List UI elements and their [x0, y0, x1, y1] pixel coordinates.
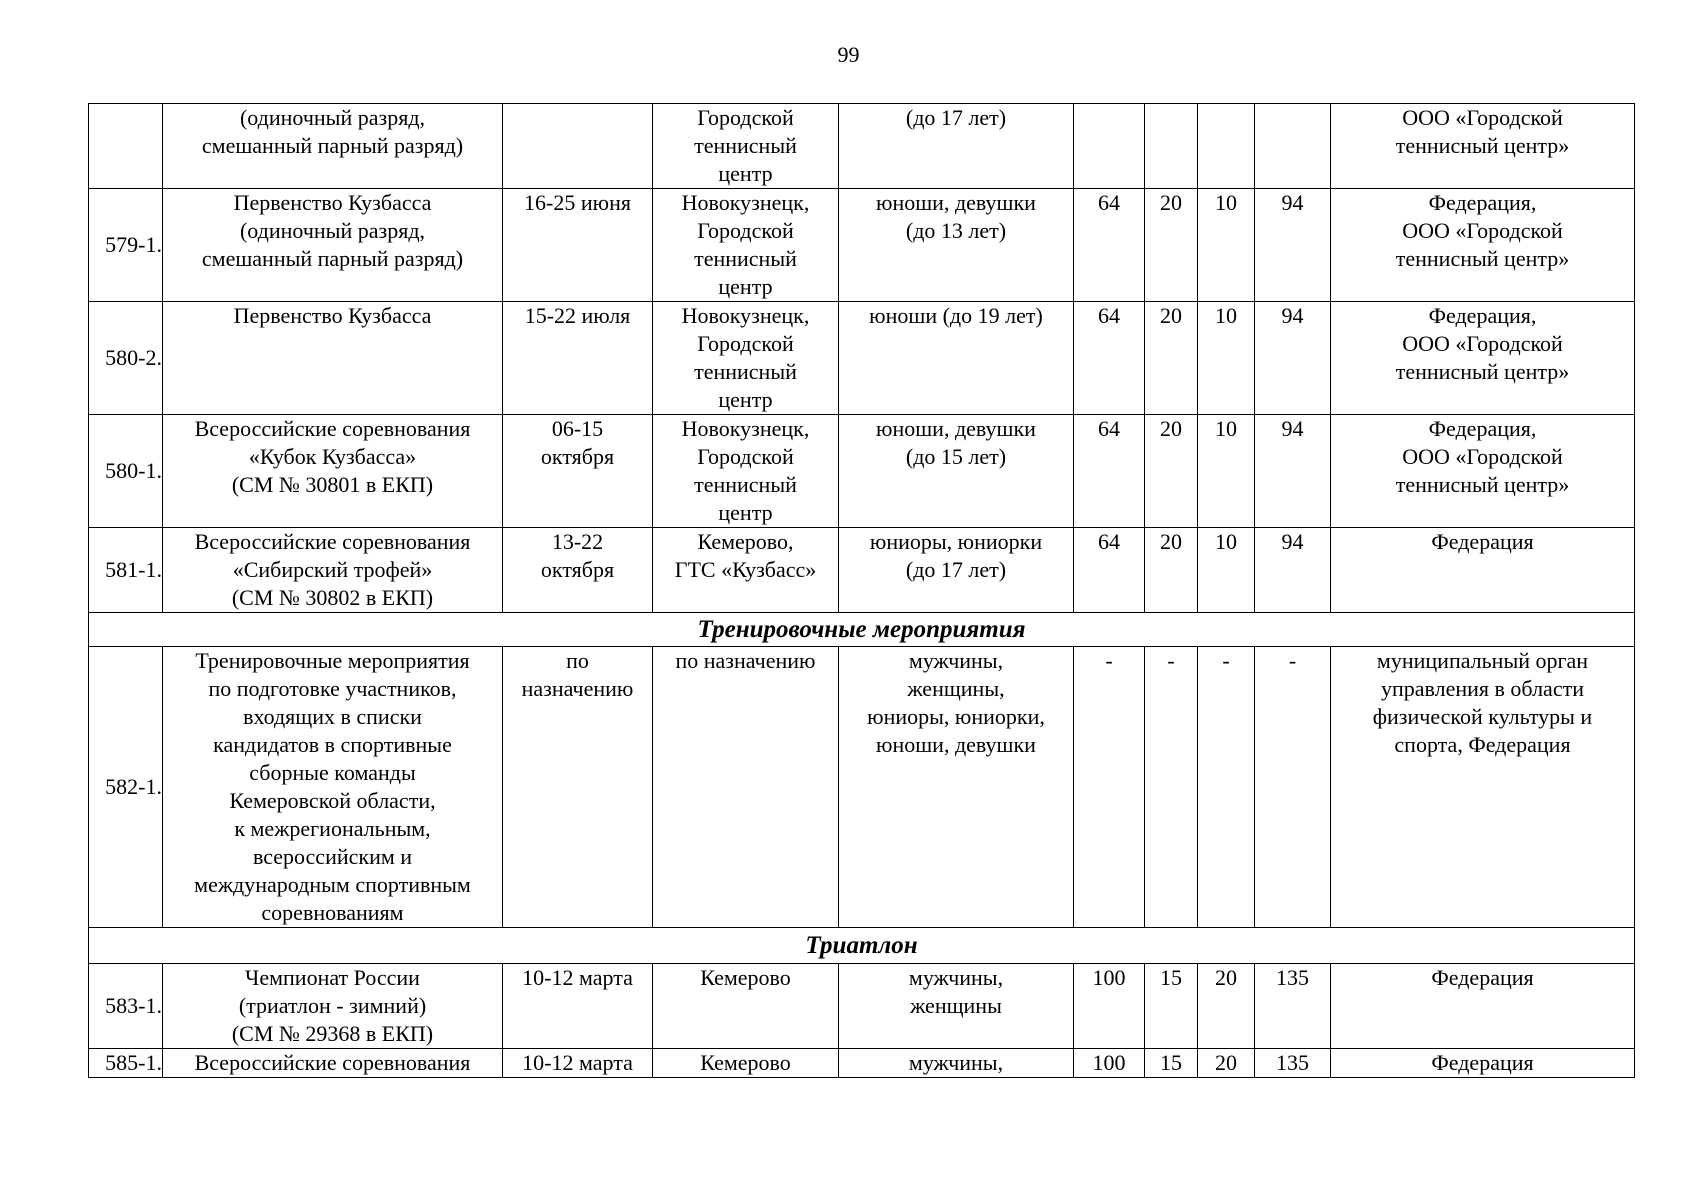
table-row: [89, 528, 1635, 613]
cell-participants: (до 17 лет): [839, 104, 1074, 189]
cell-participants: мужчины,: [839, 1049, 1074, 1078]
cell-count-2: 15: [1145, 1049, 1198, 1078]
cell-count-3: 10: [1198, 415, 1255, 528]
cell-count-2: 20: [1145, 415, 1198, 528]
cell-event-name: Первенство Кузбасса: [163, 302, 503, 415]
cell-count-total: -: [1255, 647, 1331, 928]
table-row: [89, 964, 1635, 1049]
cell-count-total: 94: [1255, 415, 1331, 528]
cell-count-3: 20: [1198, 1049, 1255, 1078]
events-table: [88, 103, 1635, 1078]
cell-dates: 06-15 октября: [503, 415, 653, 528]
cell-count-total: 94: [1255, 189, 1331, 302]
cell-event-name: Первенство Кузбасса (одиночный разряд, смешанный парный разряд): [163, 189, 503, 302]
cell-count-1: 100: [1074, 1049, 1145, 1078]
cell-count-1: 64: [1074, 302, 1145, 415]
cell-count-1: 64: [1074, 415, 1145, 528]
cell-count-total: 135: [1255, 964, 1331, 1049]
cell-organizer: Федерация: [1331, 964, 1635, 1049]
cell-organizer: Федерация, ООО «Городской теннисный центр»: [1331, 415, 1635, 528]
table-row: [89, 1049, 1635, 1078]
cell-count-1: [1074, 104, 1145, 189]
cell-count-2: -: [1145, 647, 1198, 928]
cell-venue: Кемерово: [653, 1049, 839, 1078]
cell-count-3: 10: [1198, 189, 1255, 302]
cell-count-1: 64: [1074, 528, 1145, 613]
cell-organizer: Федерация: [1331, 1049, 1635, 1078]
cell-venue: Кемерово: [653, 964, 839, 1049]
cell-event-name: Всероссийские соревнования: [163, 1049, 503, 1078]
cell-number: 583-1.: [89, 964, 163, 1049]
cell-count-2: 20: [1145, 189, 1198, 302]
cell-venue: Новокузнецк, Городской теннисный центр: [653, 415, 839, 528]
section-header-row: [89, 613, 1635, 647]
cell-event-name: Чемпионат России (триатлон - зимний) (СМ № 29368 в ЕКП): [163, 964, 503, 1049]
cell-count-3: -: [1198, 647, 1255, 928]
cell-venue: Новокузнецк, Городской теннисный центр: [653, 302, 839, 415]
cell-dates: 10-12 марта: [503, 1049, 653, 1078]
table-row: [89, 104, 1635, 189]
cell-number: 579-1.: [89, 189, 163, 302]
cell-participants: юниоры, юниорки (до 17 лет): [839, 528, 1074, 613]
cell-event-name: Всероссийские соревнования «Сибирский трофей» (СМ № 30802 в ЕКП): [163, 528, 503, 613]
cell-count-2: [1145, 104, 1198, 189]
section-title: Тренировочные мероприятия: [89, 613, 1635, 647]
cell-number: 580-2.: [89, 302, 163, 415]
cell-count-1: 64: [1074, 189, 1145, 302]
cell-count-1: 100: [1074, 964, 1145, 1049]
cell-number: [89, 104, 163, 189]
cell-number: 585-1.: [89, 1049, 163, 1078]
cell-venue: Городской теннисный центр: [653, 104, 839, 189]
cell-count-2: 20: [1145, 302, 1198, 415]
cell-count-3: 10: [1198, 302, 1255, 415]
section-header-row: [89, 928, 1635, 964]
cell-count-3: 10: [1198, 528, 1255, 613]
cell-count-total: 94: [1255, 302, 1331, 415]
cell-count-3: [1198, 104, 1255, 189]
cell-venue: Кемерово, ГТС «Кузбасс»: [653, 528, 839, 613]
cell-count-1: -: [1074, 647, 1145, 928]
cell-count-3: 20: [1198, 964, 1255, 1049]
table-row: [89, 415, 1635, 528]
cell-count-total: 94: [1255, 528, 1331, 613]
cell-venue: по назначению: [653, 647, 839, 928]
cell-count-2: 20: [1145, 528, 1198, 613]
cell-dates: [503, 104, 653, 189]
cell-participants: юноши, девушки (до 13 лет): [839, 189, 1074, 302]
cell-organizer: ООО «Городской теннисный центр»: [1331, 104, 1635, 189]
cell-dates: 16-25 июня: [503, 189, 653, 302]
cell-count-total: 135: [1255, 1049, 1331, 1078]
cell-dates: по назначению: [503, 647, 653, 928]
cell-participants: мужчины, женщины: [839, 964, 1074, 1049]
table-row: [89, 189, 1635, 302]
cell-dates: 13-22 октября: [503, 528, 653, 613]
section-title: Триатлон: [89, 928, 1635, 964]
cell-dates: 10-12 марта: [503, 964, 653, 1049]
table-row: [89, 302, 1635, 415]
cell-organizer: Федерация, ООО «Городской теннисный центр»: [1331, 189, 1635, 302]
cell-dates: 15-22 июля: [503, 302, 653, 415]
cell-event-name: Всероссийские соревнования «Кубок Кузбасса» (СМ № 30801 в ЕКП): [163, 415, 503, 528]
cell-organizer: Федерация: [1331, 528, 1635, 613]
cell-participants: мужчины, женщины, юниоры, юниорки, юноши, девушки: [839, 647, 1074, 928]
cell-number: 580-1.: [89, 415, 163, 528]
cell-number: 582-1.: [89, 647, 163, 928]
cell-organizer: муниципальный орган управления в области физической культуры и спорта, Федерация: [1331, 647, 1635, 928]
cell-count-2: 15: [1145, 964, 1198, 1049]
cell-organizer: Федерация, ООО «Городской теннисный центр»: [1331, 302, 1635, 415]
cell-number: 581-1.: [89, 528, 163, 613]
cell-event-name: Тренировочные мероприятия по подготовке участников, входящих в списки кандидатов в спортивные сборные команды Кемеровской области, к межрегиональным, всероссийским и международным спортивным соревнованиям: [163, 647, 503, 928]
cell-venue: Новокузнецк, Городской теннисный центр: [653, 189, 839, 302]
table-row: [89, 647, 1635, 928]
cell-event-name: (одиночный разряд, смешанный парный разряд): [163, 104, 503, 189]
cell-count-total: [1255, 104, 1331, 189]
cell-participants: юноши, девушки (до 15 лет): [839, 415, 1074, 528]
cell-participants: юноши (до 19 лет): [839, 302, 1074, 415]
page-number: 99: [837, 42, 860, 67]
